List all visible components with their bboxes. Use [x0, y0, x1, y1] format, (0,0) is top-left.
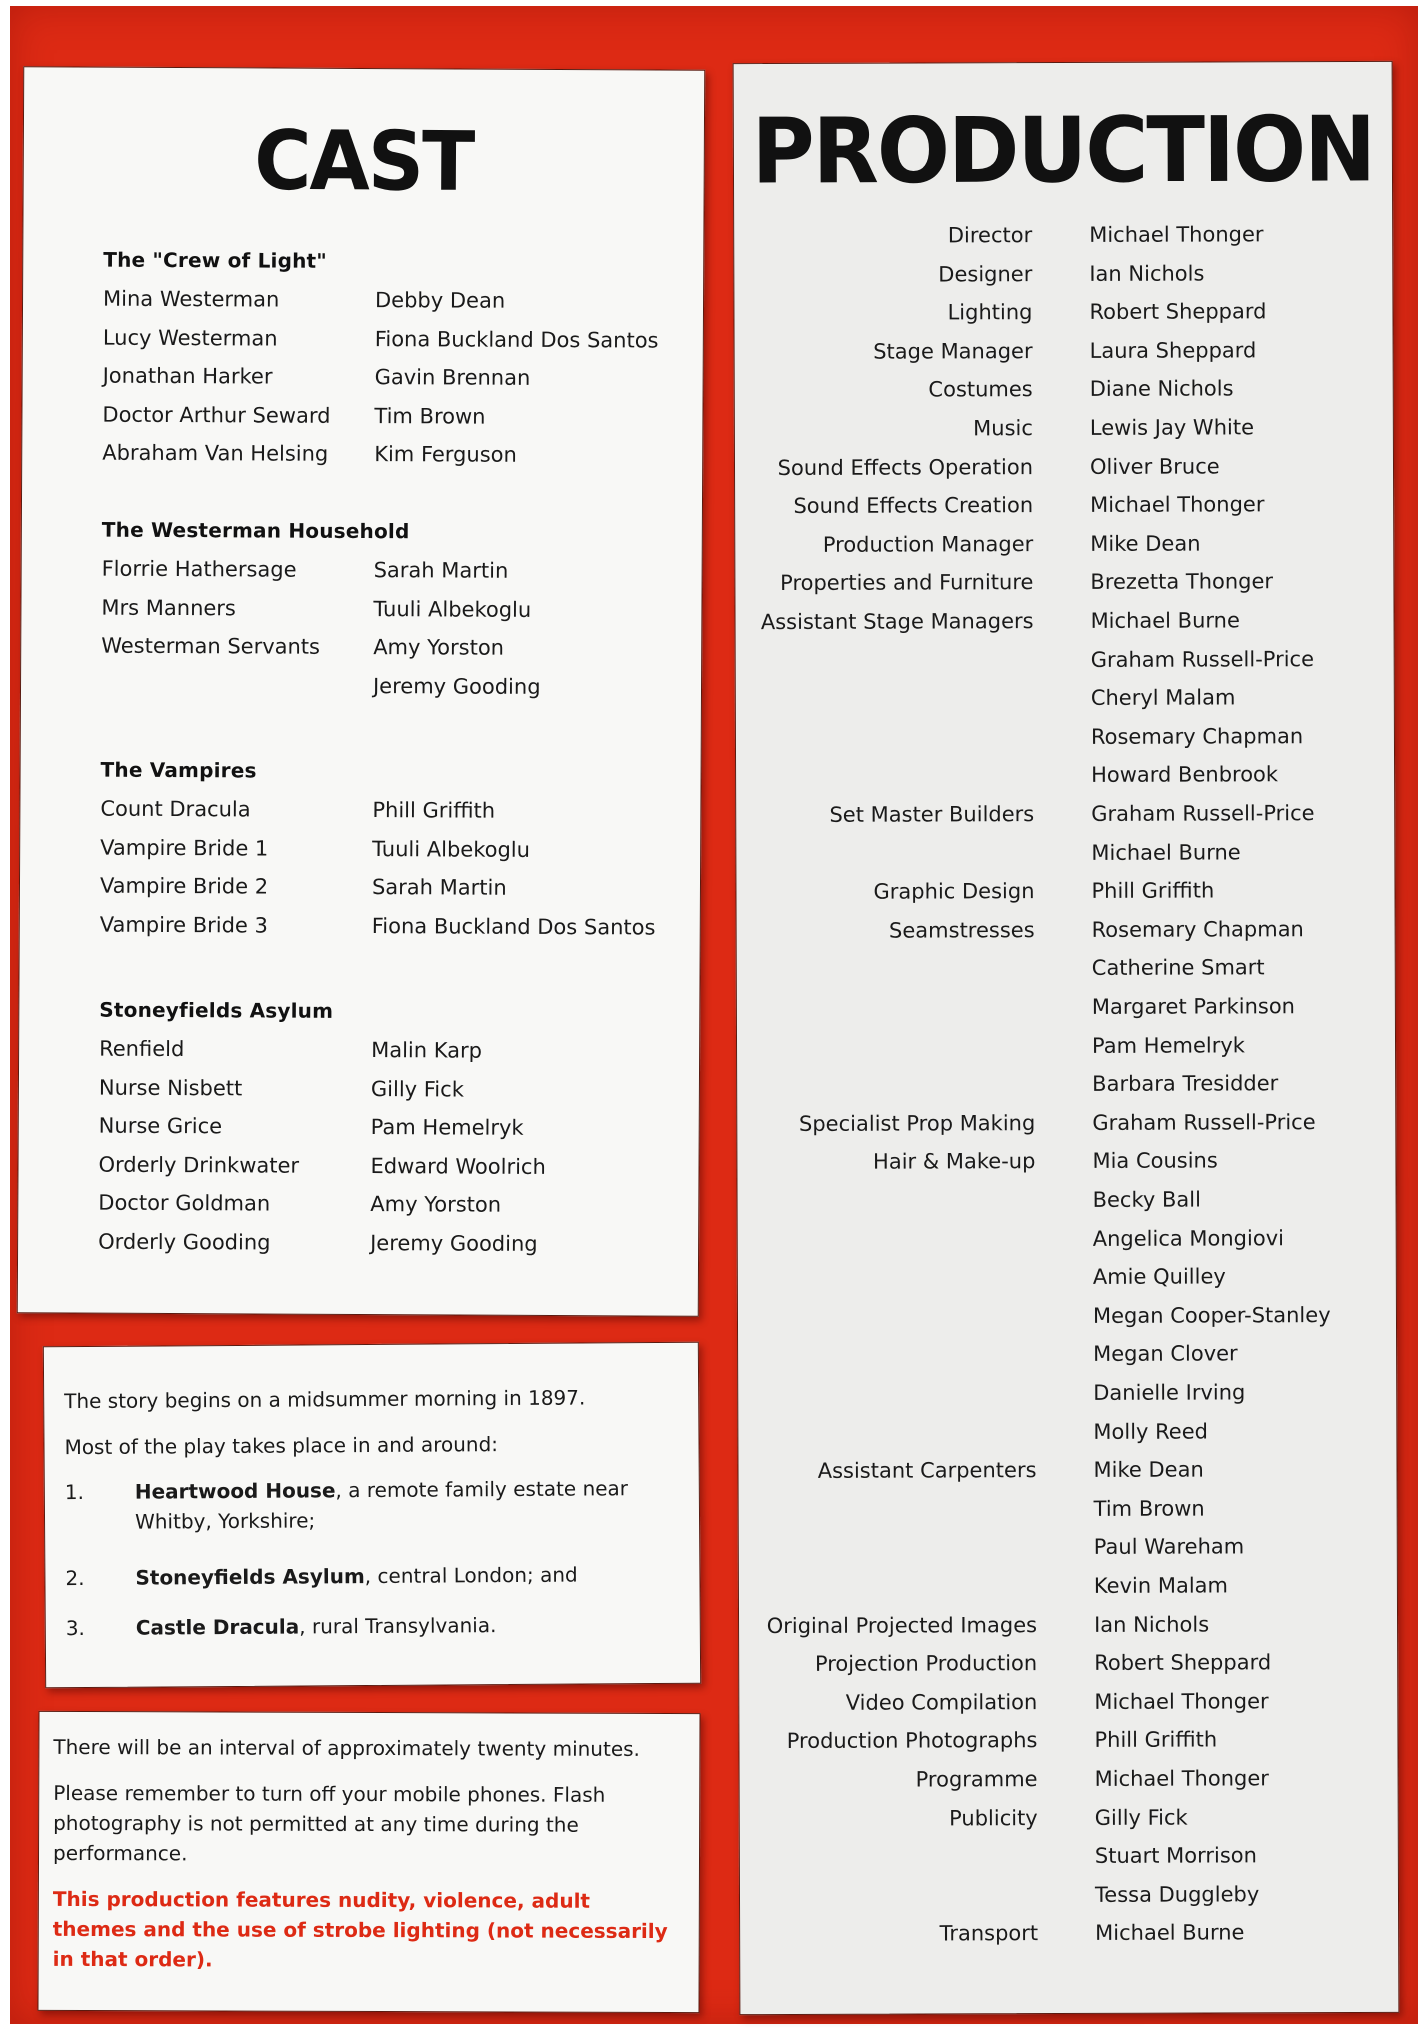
credit-name: Robert Sheppard — [1089, 299, 1267, 325]
credit-row — [738, 1457, 1396, 1497]
credit-name: Howard Benbrook — [1091, 762, 1279, 788]
credit-row — [738, 1303, 1396, 1343]
actor: Kim Ferguson — [374, 442, 517, 468]
credit-row — [736, 878, 1394, 918]
credit-row — [736, 724, 1394, 764]
actor: Gilly Fick — [370, 1076, 464, 1102]
role: Renfield — [99, 1036, 185, 1062]
cast-row — [102, 434, 682, 476]
credit-row — [737, 1110, 1395, 1150]
cast-row — [103, 318, 683, 360]
credit-row — [740, 1920, 1398, 1960]
interval-notice: There will be an interval of approximately twenty minutes. — [53, 1734, 640, 1761]
credit-name: Megan Clover — [1093, 1341, 1238, 1367]
credit-name: Laura Sheppard — [1089, 338, 1257, 363]
section-heading: The Westerman Household — [101, 517, 410, 544]
cast-row — [100, 828, 680, 870]
actor: Tim Brown — [374, 403, 486, 429]
credit-name: Michael Thonger — [1090, 492, 1265, 518]
cast-row — [103, 280, 683, 322]
location-name: Stoneyfields Asylum — [135, 1564, 365, 1590]
credit-role: Lighting — [947, 300, 1033, 325]
actor: Phill Griffith — [372, 798, 496, 823]
credit-name: Catherine Smart — [1091, 955, 1265, 981]
location-number: 2. — [65, 1566, 85, 1591]
credit-row — [737, 1032, 1395, 1072]
actor: Amy Yorston — [373, 635, 505, 660]
location-item — [65, 1473, 655, 1537]
credit-role: Original Projected Images — [766, 1612, 1038, 1638]
credit-role: Transport — [939, 1921, 1039, 1946]
credit-role: Production Photographs — [786, 1728, 1038, 1754]
credit-name: Angelica Mongiovi — [1092, 1225, 1284, 1251]
credit-name: Danielle Irving — [1093, 1380, 1246, 1405]
credit-name: Phill Griffith — [1091, 878, 1215, 904]
credit-role: Publicity — [949, 1805, 1038, 1831]
credit-row — [739, 1650, 1397, 1690]
credit-row — [735, 415, 1393, 455]
cast-panel — [17, 66, 706, 1317]
role: Westerman Servants — [101, 633, 321, 660]
location-name: Heartwood House — [134, 1478, 336, 1504]
role: Mina Westerman — [102, 286, 280, 312]
cast-section-vampires — [100, 758, 681, 947]
setting-intro: The story begins on a midsummer morning in 1897. — [64, 1385, 586, 1414]
role: Abraham Van Helsing — [102, 440, 329, 467]
credit-role: Music — [973, 416, 1033, 441]
credit-name: Tessa Duggleby — [1094, 1882, 1260, 1907]
credit-row — [735, 376, 1393, 416]
credit-name: Paul Wareham — [1093, 1534, 1245, 1560]
credit-row — [736, 646, 1394, 686]
credit-role: Assistant Stage Managers — [760, 609, 1034, 635]
cast-section-crew — [102, 248, 683, 476]
credit-row — [737, 1148, 1395, 1188]
credit-role: Video Compilation — [845, 1689, 1038, 1715]
actor: Gavin Brennan — [374, 365, 531, 391]
cast-section-household — [101, 518, 682, 707]
production-title: PRODUCTION — [751, 97, 1375, 205]
role: Florrie Hathersage — [101, 556, 297, 582]
role: Doctor Arthur Seward — [102, 402, 331, 428]
location-detail: , rural Transylvania. — [299, 1613, 497, 1639]
cast-row — [99, 1107, 679, 1149]
credit-role: Sound Effects Operation — [777, 454, 1034, 480]
actor: Fiona Buckland Dos Santos — [371, 913, 656, 940]
credit-role: Assistant Carpenters — [817, 1458, 1037, 1484]
credit-row — [740, 1843, 1398, 1883]
credit-row — [737, 917, 1395, 957]
credit-name: Cheryl Malam — [1090, 685, 1236, 711]
actor: Tuuli Albekoglu — [372, 836, 531, 862]
credit-name: Robert Sheppard — [1094, 1650, 1272, 1676]
credit-name: Ian Nichols — [1089, 261, 1205, 286]
credit-row — [738, 1225, 1396, 1265]
credit-name: Lewis Jay White — [1089, 415, 1255, 440]
credit-row — [734, 222, 1392, 262]
section-heading: Stoneyfields Asylum — [99, 997, 334, 1023]
credit-row — [739, 1727, 1397, 1767]
credit-row — [740, 1882, 1398, 1922]
credit-row — [737, 994, 1395, 1034]
credit-name: Michael Thonger — [1094, 1689, 1269, 1714]
credit-row — [735, 492, 1393, 532]
programme-page — [10, 6, 1418, 2024]
role — [101, 684, 373, 685]
phones-notice: Please remember to turn off your mobile phones. Flash photography is not permitted at any time during the performance. — [52, 1780, 606, 1866]
credit-name: Michael Thonger — [1094, 1766, 1269, 1791]
setting-panel — [43, 1342, 701, 1689]
role: Vampire Bride 2 — [99, 873, 269, 899]
setting-lead: Most of the play takes place in and around: — [64, 1432, 499, 1460]
actor: Sarah Martin — [373, 558, 509, 584]
credit-role: Director — [947, 223, 1033, 248]
credit-row — [738, 1380, 1396, 1420]
role: Orderly Drinkwater — [98, 1152, 300, 1178]
credit-row — [735, 569, 1393, 609]
credit-role: Costumes — [928, 377, 1033, 402]
actor: Malin Karp — [371, 1038, 483, 1063]
credit-name: Pam Hemelryk — [1091, 1032, 1245, 1058]
role: Nurse Grice — [98, 1113, 223, 1139]
cast-row — [100, 905, 680, 947]
section-heading: The "Crew of Light" — [103, 247, 328, 273]
credit-name: Mia Cousins — [1092, 1148, 1218, 1174]
credit-row — [734, 260, 1392, 300]
credit-name: Kevin Malam — [1093, 1573, 1229, 1598]
credit-row — [736, 608, 1394, 648]
role: Lucy Westerman — [102, 325, 278, 351]
credit-row — [735, 531, 1393, 571]
credit-role: Sound Effects Creation — [793, 493, 1034, 519]
credit-name: Rosemary Chapman — [1090, 723, 1304, 749]
credit-name: Molly Reed — [1093, 1419, 1208, 1444]
credit-role: Hair & Make-up — [872, 1149, 1036, 1175]
credit-row — [739, 1573, 1397, 1613]
credit-row — [740, 1766, 1398, 1806]
actor: Tuuli Albekoglu — [373, 596, 532, 622]
credit-name: Becky Ball — [1092, 1187, 1201, 1212]
credit-row — [736, 801, 1394, 841]
cast-row — [103, 357, 683, 399]
credit-row — [737, 1071, 1395, 1111]
cast-row — [98, 1184, 678, 1226]
notice-panel — [37, 1711, 700, 2013]
cast-row — [98, 1145, 678, 1187]
credit-row — [735, 338, 1393, 378]
cast-row — [98, 1222, 678, 1264]
credit-row — [738, 1418, 1396, 1458]
credit-row — [739, 1611, 1397, 1651]
cast-row — [100, 867, 680, 909]
credit-name: Amie Quilley — [1092, 1264, 1226, 1290]
credit-row — [739, 1534, 1397, 1574]
credit-name: Michael Burne — [1095, 1920, 1245, 1946]
credit-row — [736, 839, 1394, 879]
credit-name: Oliver Bruce — [1089, 454, 1220, 479]
credit-role: Projection Production — [814, 1651, 1038, 1677]
credit-name: Gilly Fick — [1094, 1805, 1188, 1830]
location-number: 1. — [64, 1480, 85, 1505]
role: Mrs Manners — [101, 595, 236, 621]
actor: Edward Woolrich — [370, 1153, 546, 1179]
credit-name: Ian Nichols — [1094, 1612, 1210, 1637]
location-name: Castle Dracula — [135, 1614, 300, 1640]
credit-role: Production Manager — [822, 531, 1034, 557]
actor: Jeremy Gooding — [372, 673, 541, 699]
credit-role: Stage Manager — [873, 338, 1033, 364]
credit-name: Barbara Tresidder — [1092, 1071, 1279, 1097]
role: Vampire Bride 3 — [99, 912, 268, 938]
actor: Sarah Martin — [371, 875, 507, 901]
cast-row — [101, 588, 681, 630]
credit-role: Seamstresses — [888, 917, 1035, 943]
credit-row — [739, 1689, 1397, 1729]
cast-row — [101, 627, 681, 669]
role: Doctor Goldman — [98, 1190, 271, 1216]
role: Orderly Gooding — [98, 1229, 271, 1255]
credit-role: Graphic Design — [873, 879, 1035, 904]
credit-role: Programme — [915, 1767, 1038, 1792]
location-item — [66, 1609, 656, 1643]
cast-row — [99, 1030, 679, 1072]
credit-name: Graham Russell-Price — [1091, 801, 1315, 826]
production-credits — [734, 62, 1392, 1946]
cast-section-asylum — [98, 998, 679, 1264]
credit-name: Brezetta Thonger — [1090, 569, 1274, 595]
actor: Pam Hemelryk — [370, 1115, 524, 1141]
cast-row — [102, 395, 682, 437]
credit-row — [738, 1187, 1396, 1227]
credit-name: Stuart Morrison — [1094, 1843, 1257, 1869]
role: Vampire Bride 1 — [100, 835, 269, 861]
credit-row — [740, 1804, 1398, 1844]
credit-name: Margaret Parkinson — [1091, 994, 1296, 1019]
credit-row — [738, 1264, 1396, 1304]
credit-name: Michael Burne — [1090, 608, 1240, 633]
content-warning: This production features nudity, violence, adult themes and the use of strobe lighting (not necessarily in that order). — [52, 1886, 668, 1972]
location-item — [65, 1559, 655, 1593]
cast-title: CAST — [254, 114, 474, 210]
credit-row — [737, 955, 1395, 995]
role: Count Dracula — [100, 796, 251, 822]
actor: Jeremy Gooding — [370, 1230, 538, 1256]
credit-name: Megan Cooper-Stanley — [1092, 1302, 1331, 1328]
credit-name: Tim Brown — [1093, 1496, 1205, 1521]
location-number: 3. — [65, 1616, 85, 1641]
credit-role: Properties and Furniture — [780, 570, 1034, 596]
role: Jonathan Harker — [102, 363, 273, 389]
credit-name: Graham Russell-Price — [1090, 646, 1315, 672]
cast-row — [101, 665, 681, 707]
cast-row — [99, 1068, 679, 1110]
credit-role: Designer — [938, 261, 1033, 287]
actor: Amy Yorston — [370, 1192, 502, 1217]
credit-row — [735, 453, 1393, 493]
credit-name: Diane Nichols — [1089, 376, 1234, 402]
credit-name: Rosemary Chapman — [1091, 916, 1304, 942]
location-detail: , central London; and — [364, 1562, 578, 1589]
credit-name: Phill Griffith — [1094, 1727, 1218, 1753]
credit-name: Graham Russell-Price — [1092, 1109, 1316, 1135]
actor: Debby Dean — [374, 288, 506, 313]
credit-row — [736, 685, 1394, 725]
credit-role: Set Master Builders — [829, 802, 1035, 827]
credit-role: Specialist Prop Making — [798, 1110, 1036, 1136]
credit-name: Michael Thonger — [1089, 222, 1264, 247]
credit-row — [739, 1496, 1397, 1536]
location-detail: , a remote family estate near Whitby, Yorkshire; — [134, 1476, 629, 1534]
cast-row — [102, 550, 682, 592]
credit-row — [736, 762, 1394, 802]
credit-name: Michael Burne — [1091, 839, 1241, 865]
credit-name: Mike Dean — [1090, 531, 1201, 556]
credit-name: Mike Dean — [1093, 1457, 1204, 1483]
credit-row — [734, 299, 1392, 339]
section-heading: The Vampires — [100, 757, 257, 783]
production-panel — [733, 61, 1400, 2015]
credit-row — [738, 1341, 1396, 1381]
actor: Fiona Buckland Dos Santos — [374, 326, 659, 353]
role: Nurse Nisbett — [98, 1075, 243, 1101]
cast-row — [100, 790, 680, 832]
